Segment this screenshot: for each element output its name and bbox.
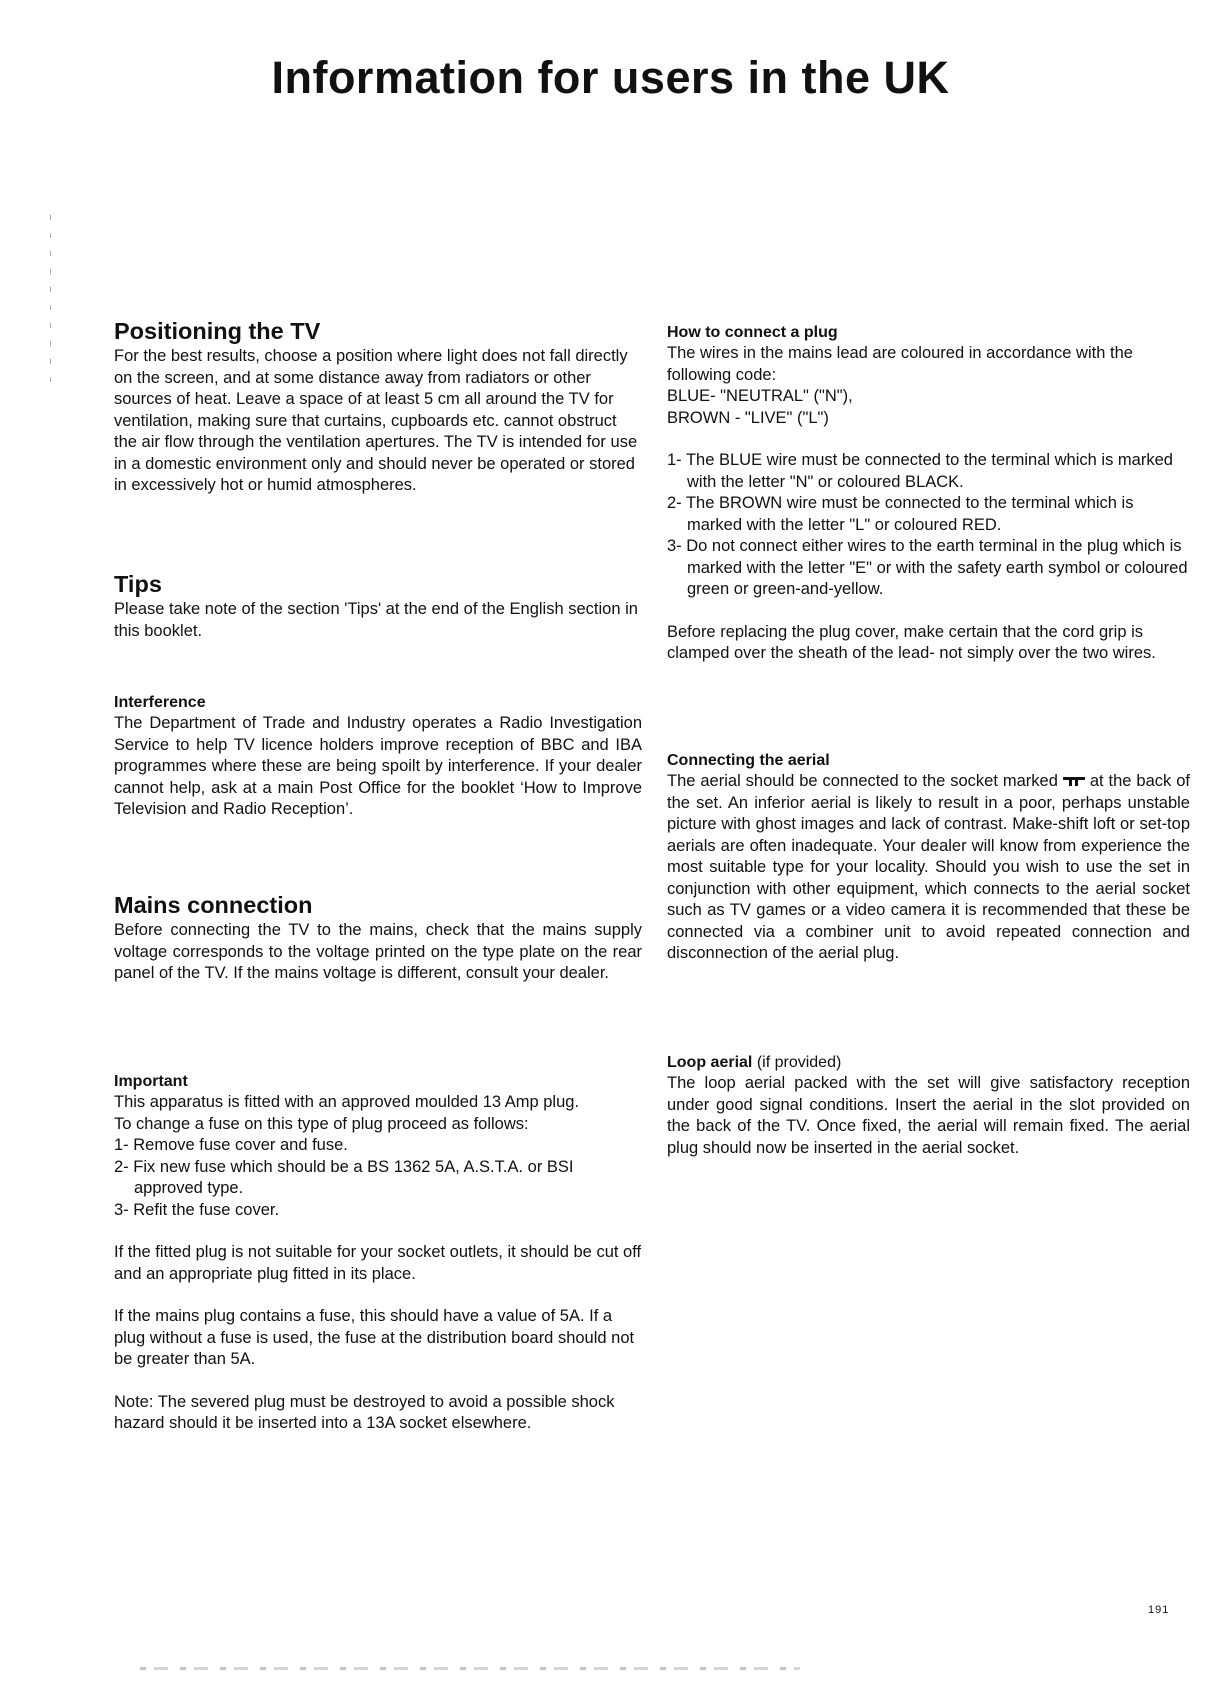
section-positioning bbox=[114, 316, 642, 497]
aerial-socket-icon bbox=[1063, 775, 1085, 787]
positioning-body: For the best results, choose a position where light does not fall directly on the screen, and at some distance away from radiators or other sources of heat. Leave a space of at least 5 cm all around the TV for ventilation, making sure that curtains, cupboards etc. cannot obstruct the air flow through the ventilation apertures. The TV is intended for use in a domestic environment only and should never be operated or stored in excessively hot or humid atmospheres. bbox=[114, 347, 638, 494]
section-loop-aerial bbox=[667, 1052, 1190, 1159]
loop-heading-text: Loop aerial bbox=[667, 1054, 753, 1071]
scan-artifact-line bbox=[140, 1667, 800, 1670]
important-para-1: If the fitted plug is not suitable for your socket outlets, it should be cut off and an appropriate plug fitted in its place. bbox=[114, 1243, 642, 1283]
section-important bbox=[114, 1071, 642, 1435]
plug-heading: How to connect a plug bbox=[667, 324, 838, 341]
wire-step: 1- The BLUE wire must be connected to the terminal which is marked with the letter "N" or coloured BLACK. bbox=[667, 451, 1173, 491]
loop-heading bbox=[667, 1052, 1190, 1073]
page-number: 191 bbox=[1148, 1604, 1170, 1616]
important-intro-1: This apparatus is fitted with an approved moulded 13 Amp plug. bbox=[114, 1093, 580, 1111]
wire-step: 2- The BROWN wire must be connected to the terminal which is marked with the letter "L" or coloured RED. bbox=[667, 494, 1134, 534]
fuse-step: 2- Fix new fuse which should be a BS 1362 5A, A.S.T.A. or BSI approved type. bbox=[114, 1157, 574, 1197]
plug-intro: The wires in the mains lead are coloured in accordance with the following code: bbox=[667, 344, 1133, 384]
section-connect-plug bbox=[667, 322, 1190, 665]
wire-steps bbox=[667, 450, 1190, 601]
plug-closing: Before replacing the plug cover, make certain that the cord grip is clamped over the sheath of the lead- not simply over the two wires. bbox=[667, 622, 1156, 662]
fuse-steps bbox=[114, 1135, 642, 1221]
section-connecting-aerial bbox=[667, 750, 1190, 965]
important-note: Note: The severed plug must be destroyed to avoid a possible shock hazard should it be inserted into a 13A socket elsewhere. bbox=[114, 1392, 615, 1432]
scan-margin-marks bbox=[50, 215, 51, 385]
aerial-body bbox=[667, 771, 1190, 965]
aerial-heading: Connecting the aerial bbox=[667, 752, 830, 769]
aerial-body-start: The aerial should be connected to the socket marked bbox=[667, 772, 1058, 790]
wire-step: 3- Do not connect either wires to the earth terminal in the plug which is marked with the letter "E" or with the safety earth symbol or coloured green or green-and-yellow. bbox=[667, 537, 1188, 598]
interference-heading: Interference bbox=[114, 694, 206, 711]
tips-body: Please take note of the section 'Tips' at the end of the English section in this booklet. bbox=[114, 600, 638, 640]
section-tips bbox=[114, 569, 642, 642]
important-heading: Important bbox=[114, 1073, 188, 1090]
important-para-2: If the mains plug contains a fuse, this should have a value of 5A. If a plug without a fuse is used, the fuse at the distribution board should not be greater than 5A. bbox=[114, 1307, 635, 1368]
aerial-body-end: at the back of the set. An inferior aerial is likely to result in a poor, perhaps unstable picture with ghost images and lack of contrast. Make-shift loft or set-top aerials are often inadequate. Your dealer will know from experience the most suitable type for your locality. Should you wish to use the set in conjunction with other equipment, which connects to the aerial socket such as TV games or a video camera it is recommended that these be connected via a combiner unit to avoid repeated connection and disconnection of the aerial plug. bbox=[667, 772, 1190, 962]
plug-code-blue: BLUE- "NEUTRAL" ("N"), bbox=[667, 387, 853, 405]
loop-body: The loop aerial packed with the set will give satisfactory reception under good signal conditions. Insert the aerial in the slot provided on the back of the TV. Once fixed, the aerial will remain fixed. The aerial plug should now be inserted in the aerial socket. bbox=[667, 1074, 1190, 1157]
page-title: Information for users in the UK bbox=[271, 52, 950, 103]
tips-heading: Tips bbox=[114, 571, 162, 597]
loop-heading-note: (if provided) bbox=[756, 1054, 842, 1071]
fuse-step: 3- Refit the fuse cover. bbox=[114, 1200, 280, 1219]
mains-body: Before connecting the TV to the mains, check that the mains supply voltage corresponds to the voltage printed on the type plate on the rear panel of the TV. If the mains voltage is different, consult your dealer. bbox=[114, 921, 642, 982]
plug-code-brown: BROWN - "LIVE" ("L") bbox=[667, 408, 829, 427]
interference-body: The Department of Trade and Industry operates a Radio Investigation Service to help TV licence holders improve reception of BBC and IBA programmes where these are being spoilt by interference. If your dealer cannot help, ask at a main Post Office for the booklet ‘How to Improve Television and Radio Reception’. bbox=[114, 714, 642, 818]
mains-heading: Mains connection bbox=[114, 892, 313, 918]
positioning-heading: Positioning the TV bbox=[114, 318, 321, 344]
important-intro-2: To change a fuse on this type of plug proceed as follows: bbox=[114, 1114, 529, 1133]
section-mains bbox=[114, 890, 642, 985]
section-interference bbox=[114, 692, 642, 821]
fuse-step: 1- Remove fuse cover and fuse. bbox=[114, 1136, 348, 1154]
